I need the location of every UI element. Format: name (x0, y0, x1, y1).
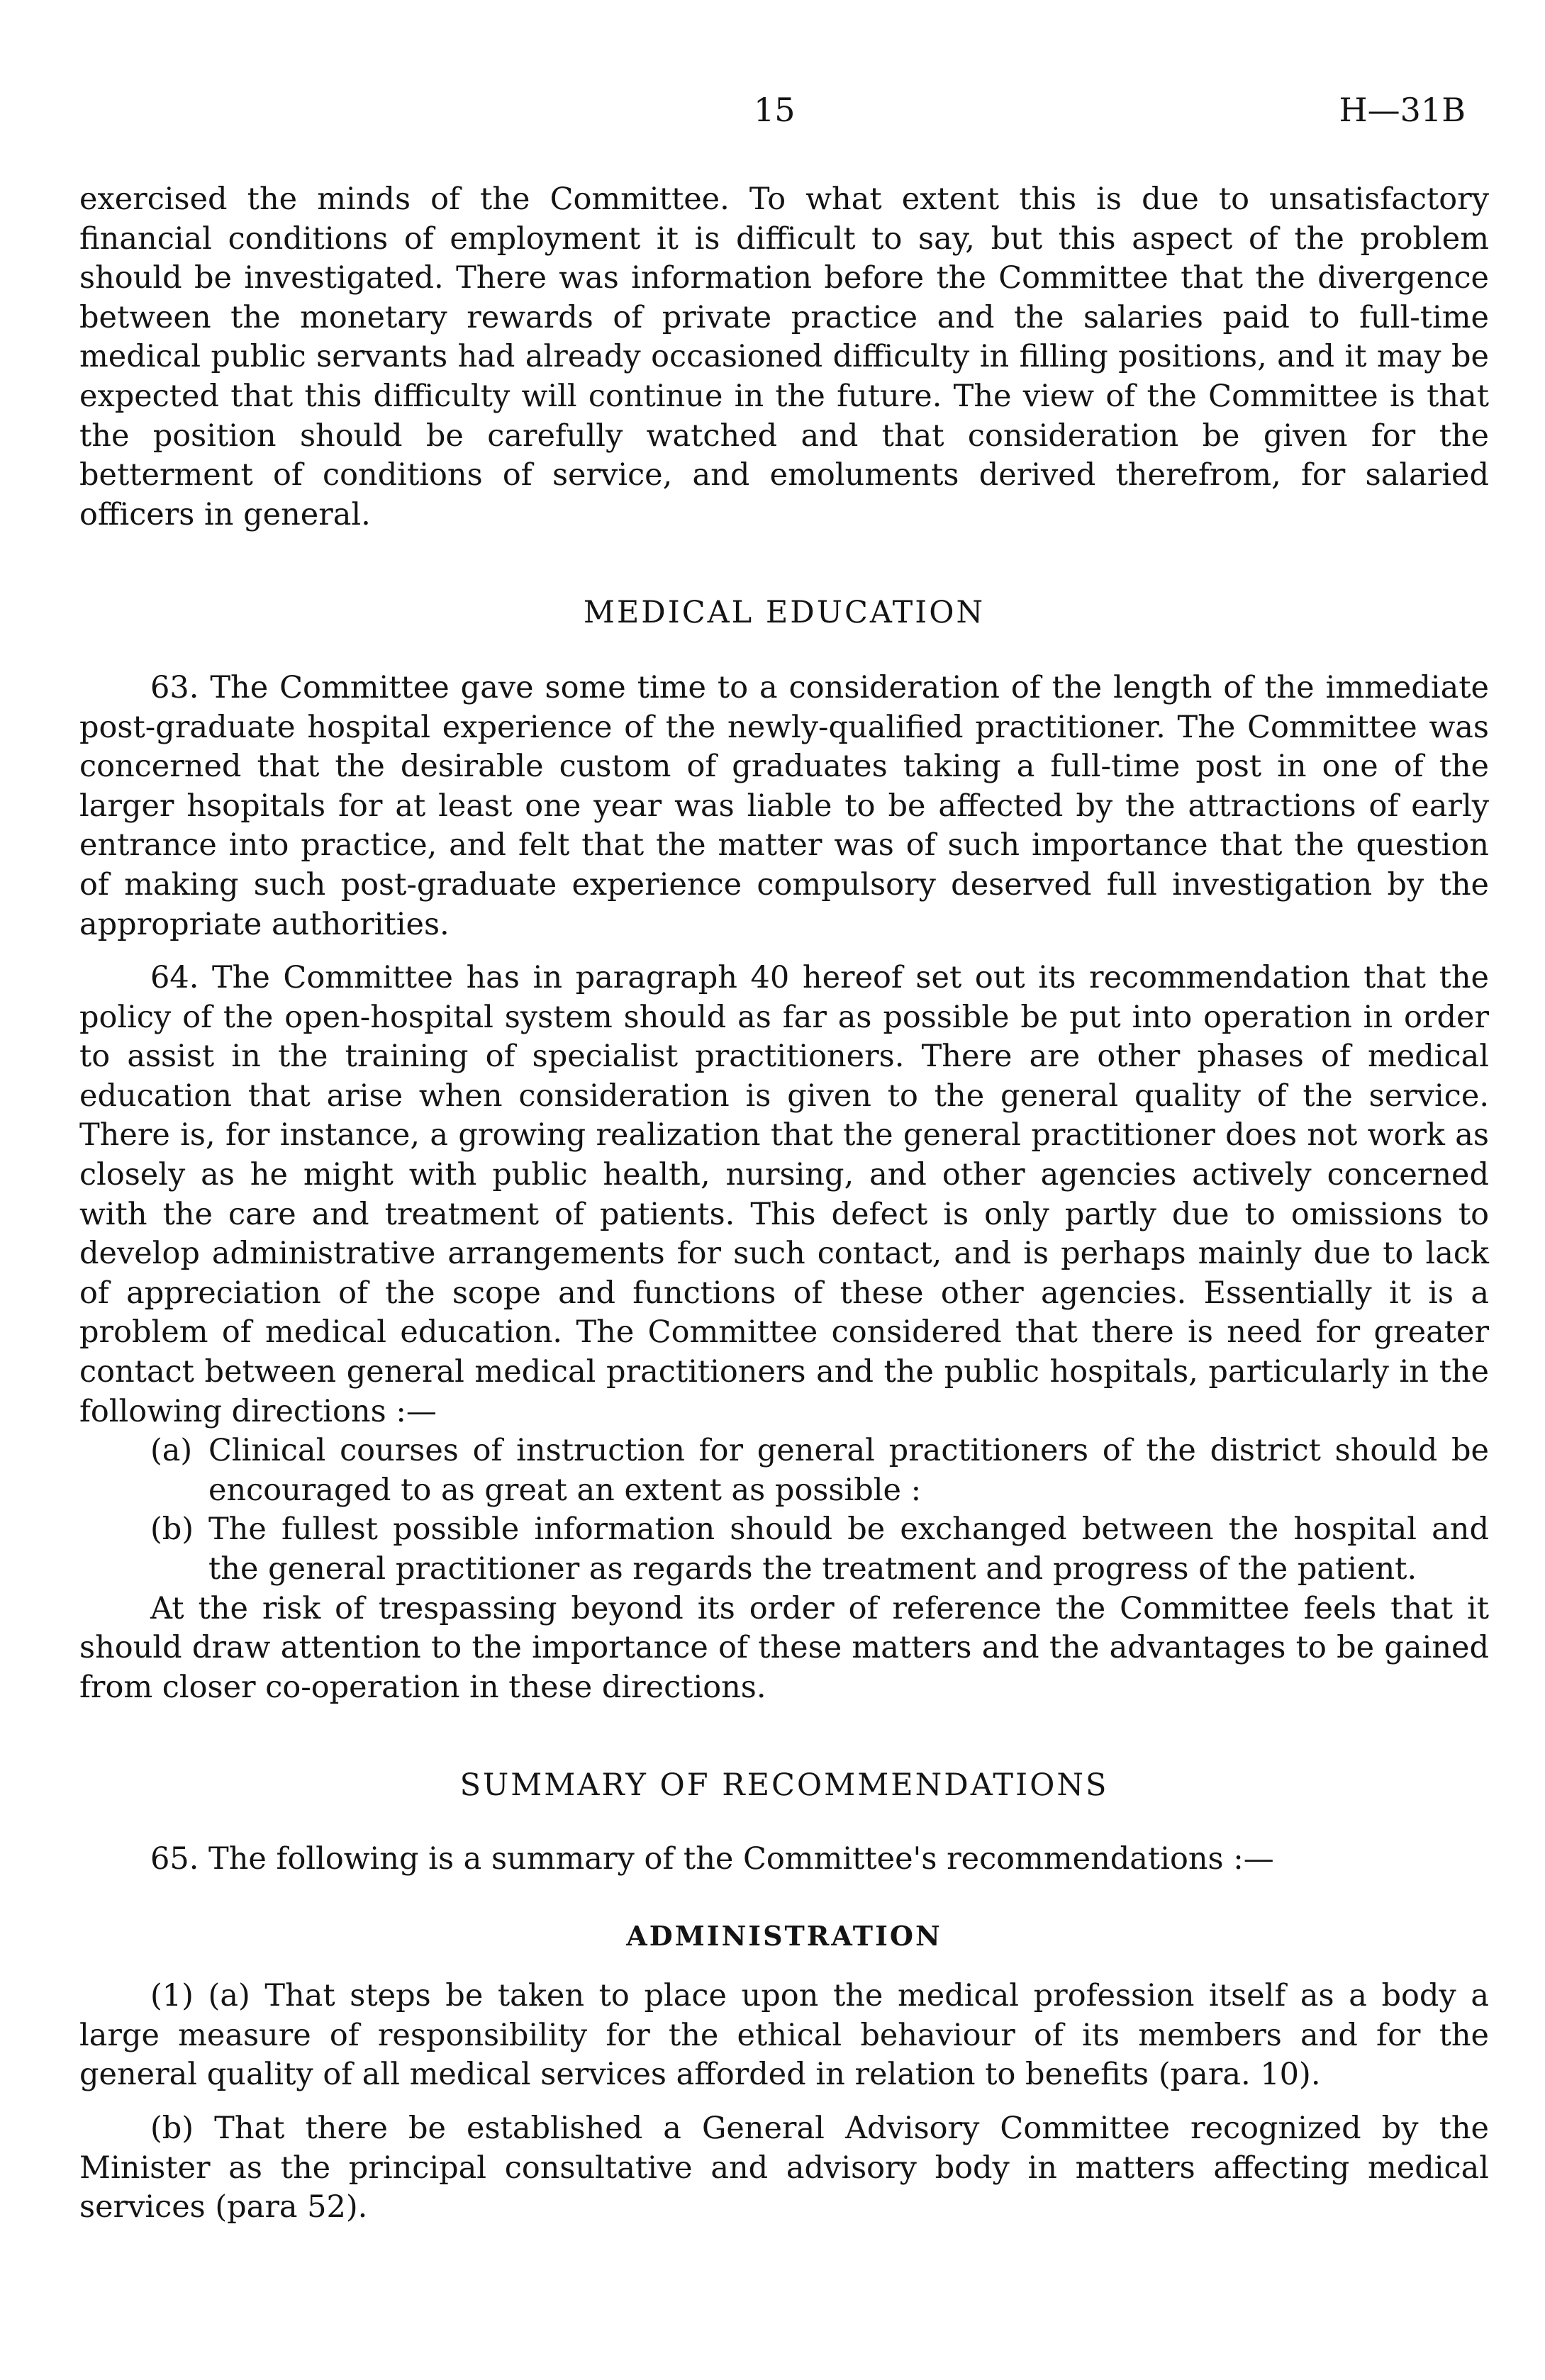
list-item-text: The fullest possible information should be exchanged between the hospital and the general practitioner as regards the treatment and progress of the patient. (208, 1512, 1489, 1587)
page-header (0, 91, 1545, 140)
paragraph-64-conclusion: At the risk of trespassing beyond its order of reference the Committee feels that it should draw attention to the importance of these matters and the advantages to be gained from closer co-operation in these directions. (79, 1590, 1489, 1705)
list-item-text: Clinical courses of instruction for general practitioners of the district should be encouraged to as great an extent as possible : (208, 1433, 1489, 1508)
list-item (150, 1431, 1489, 1510)
list-item (150, 1510, 1489, 1589)
medical-education-heading: MEDICAL EDUCATION (583, 595, 986, 631)
list-item-label: (a) (150, 1433, 193, 1469)
summary-heading: SUMMARY OF RECOMMENDATIONS (459, 1767, 1109, 1804)
administration-subheading: ADMINISTRATION (626, 1919, 942, 1952)
paragraph-63: 63. The Committee gave some time to a consideration of the length of the immediate post-graduate hospital experience of the newly-qualified practitioner. The Committee was concerned that the desirable custom of graduates taking a full-time post in one of the larger hsopitals for at least one year was liable to be affected by the attractions of early entrance into practice, and felt that the matter was of such importance that the question of making such post-graduate experience compulsory deserved full investigation by the appropriate authorities. (79, 669, 1489, 942)
page-number: 15 (754, 91, 796, 129)
recommendation-1a: (1) (a) That steps be taken to place upon the medical profession itself as a body a large measure of responsibility for the ethical behaviour of its members and for the general quality of all medical services afforded in relation to benefits (para. 10). (79, 1978, 1489, 2093)
body-text (79, 180, 1489, 2228)
directions-list (150, 1431, 1489, 1589)
paragraph-64: 64. The Committee has in paragraph 40 hereof set out its recommendation that the policy of the open-hospital system should as far as possible be put into operation in order to assist in the training of specialist practitioners. There are other phases of medical education that arise when consideration is given to the general quality of the service. There is, for instance, a growing realization that the general practitioner does not work as closely as he might with public health, nursing, and other agencies actively concerned with the care and treatment of patients. This defect is only partly due to omissions to develop administrative arrangements for such contact, and is perhaps mainly due to lack of appreciation of the scope and functions of these other agencies. Essentially it is a problem of medical education. The Committee considered that there is need for greater contact between general medical practitioners and the public hospitals, particularly in the following directions :— (79, 960, 1489, 1429)
list-item-label: (b) (150, 1512, 194, 1548)
document-reference: H—31B (1339, 91, 1466, 129)
recommendation-1b: (b) That there be established a General Advisory Committee recognized by the Minister as the principal consultative and advisory body in matters affecting medical services (para 52). (79, 2110, 1489, 2225)
continuation-paragraph: exercised the minds of the Committee. To what extent this is due to unsatisfactory financial conditions of employment it is difficult to say, but this aspect of the problem should be investigated. There was information before the Committee that the divergence between the monetary rewards of private practice and the salaries paid to full-time medical public servants had already occasioned difficulty in filling positions, and it may be expected that this difficulty will continue in the future. The view of the Committee is that the position should be carefully watched and that consideration be given for the betterment of conditions of service, and emoluments derived therefrom, for salaried officers in general. (79, 181, 1489, 532)
paragraph-65: 65. The following is a summary of the Committee's recommendations :— (150, 1840, 1274, 1877)
